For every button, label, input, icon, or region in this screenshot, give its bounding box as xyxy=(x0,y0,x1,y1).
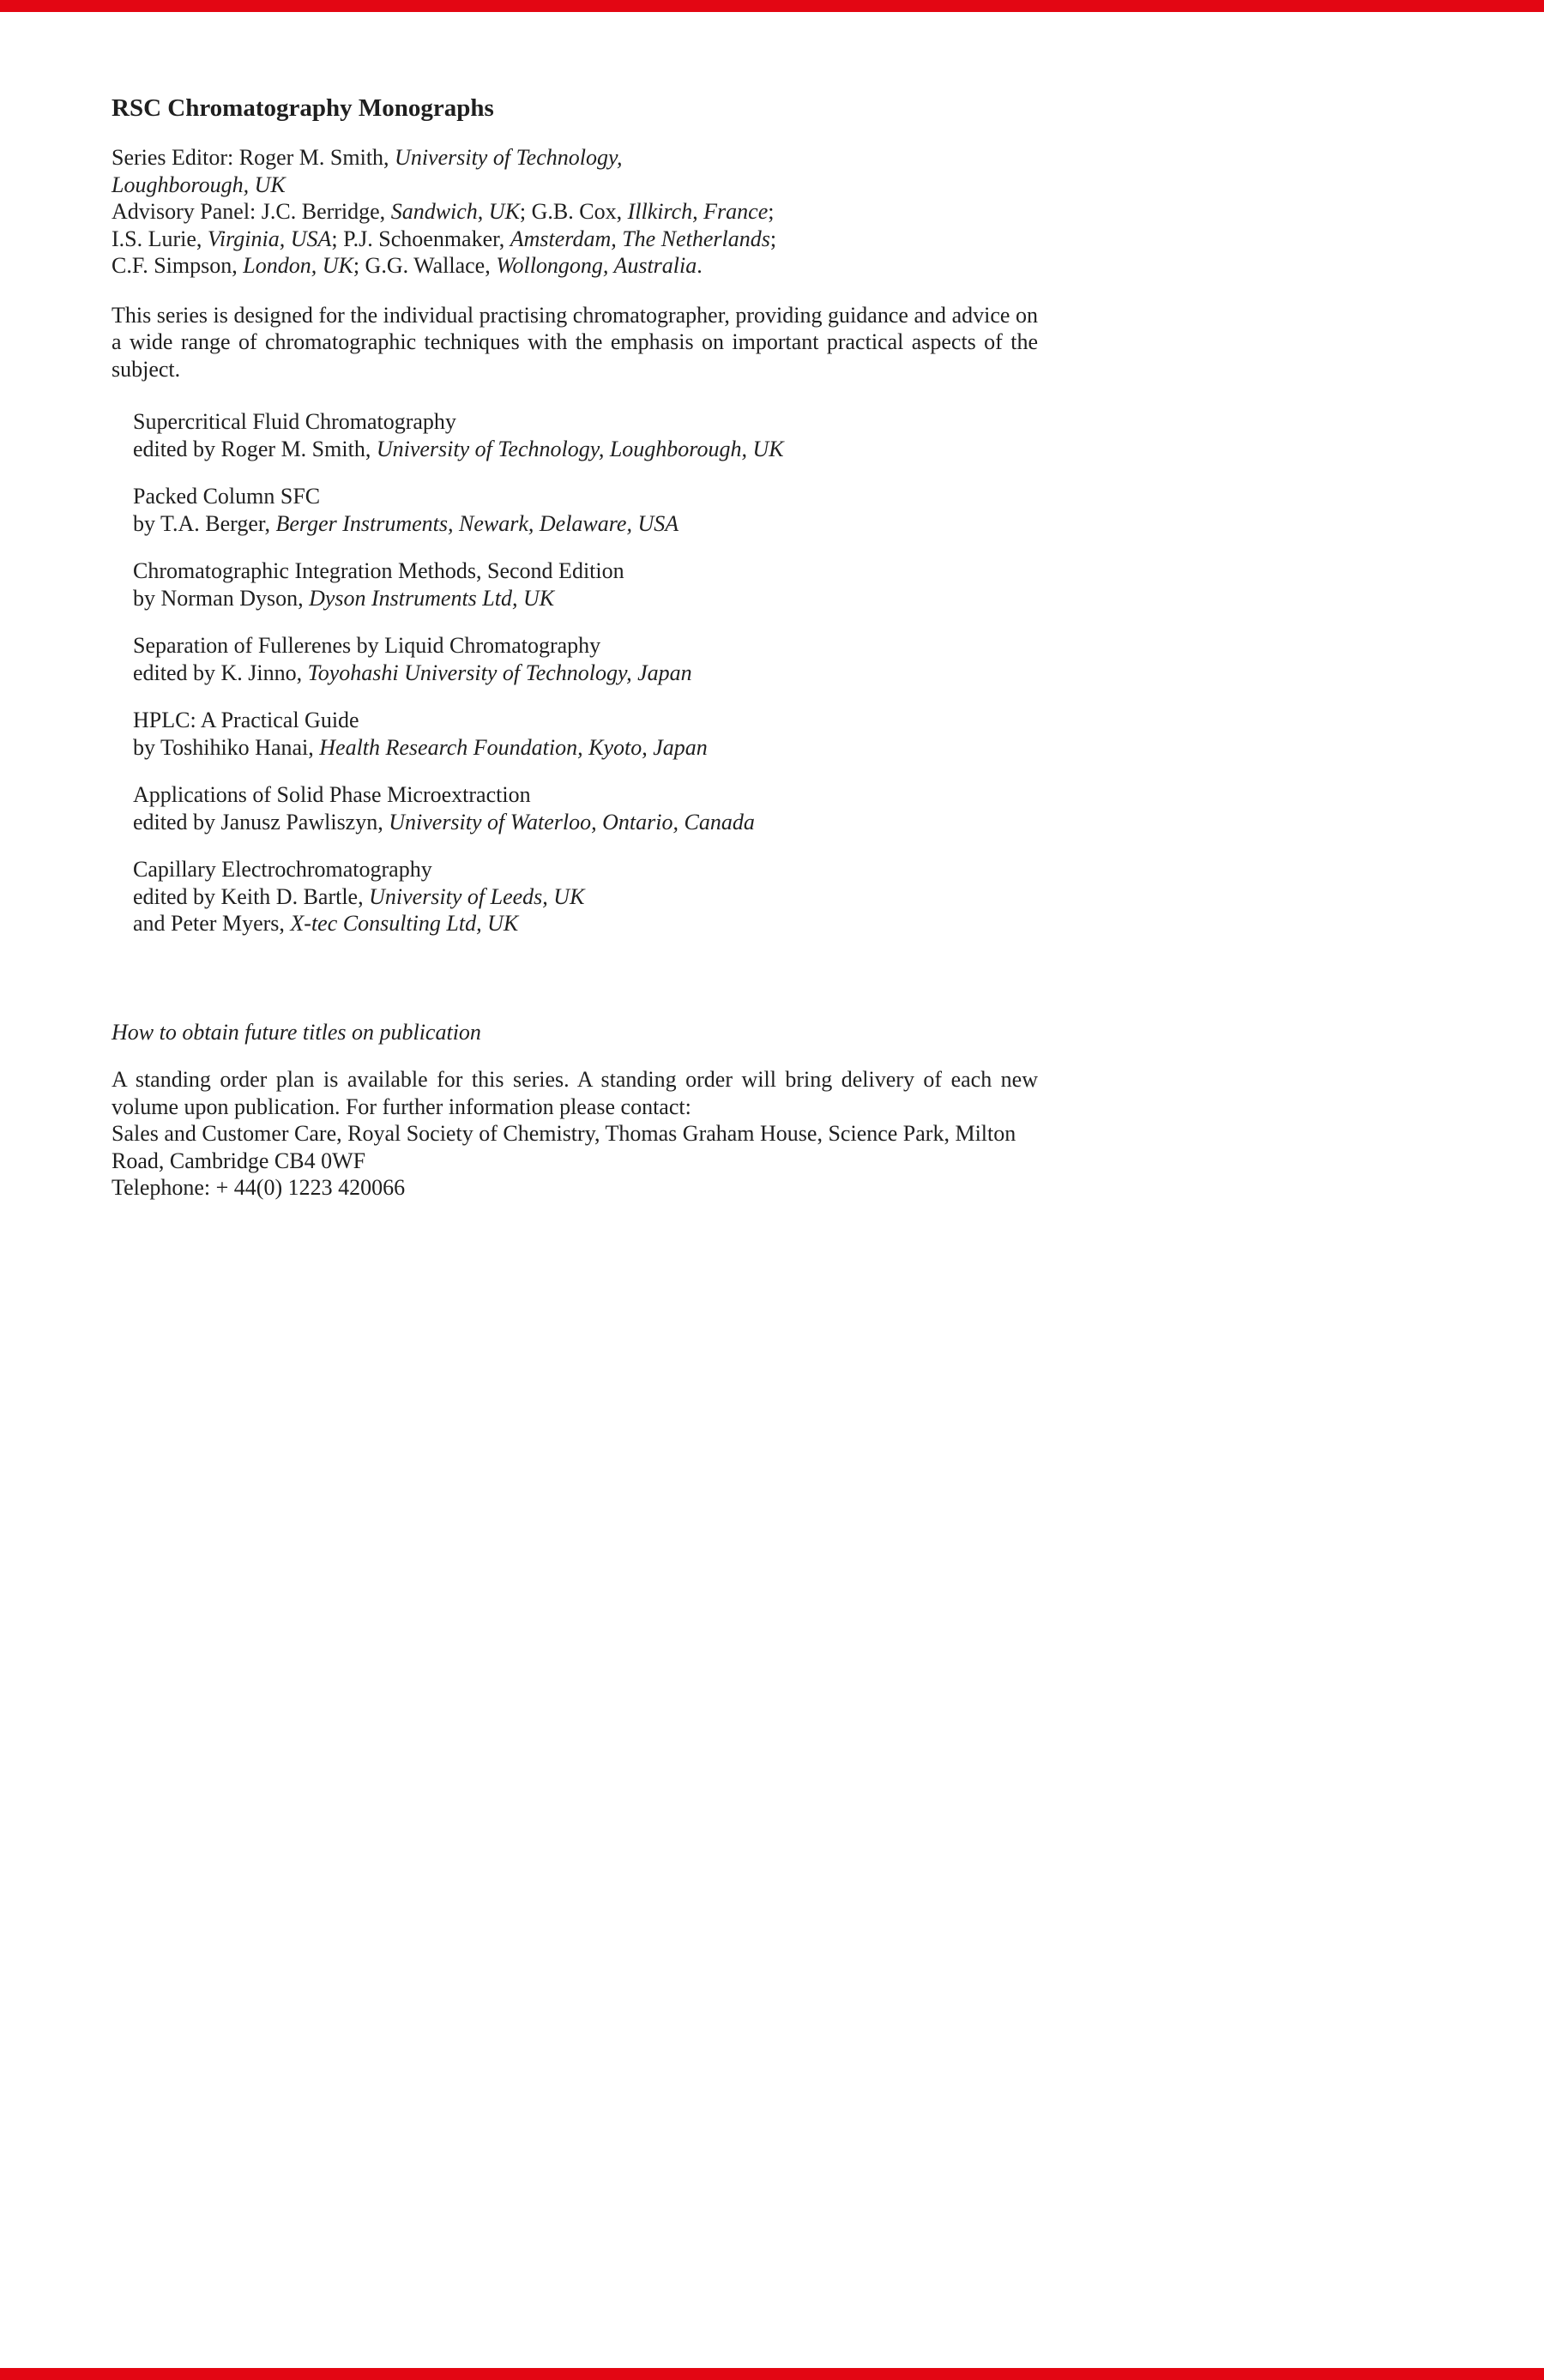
regular-text: ; P.J. Schoenmaker, xyxy=(331,226,510,251)
regular-text: Advisory Panel: J.C. Berridge, xyxy=(112,199,391,224)
regular-text: by Norman Dyson, xyxy=(133,585,310,611)
book-entry xyxy=(133,483,1038,537)
book-entry xyxy=(133,781,1038,835)
italic-text: University of Waterloo, Ontario, Canada xyxy=(389,809,755,835)
regular-text: edited by Keith D. Bartle, xyxy=(133,883,370,909)
advisory-panel-line-1 xyxy=(112,198,1038,226)
book-authors-continued xyxy=(133,910,1038,937)
italic-text: Virginia, USA xyxy=(207,226,332,251)
page-content xyxy=(112,93,1038,1202)
book-entry xyxy=(133,557,1038,612)
regular-text: I.S. Lurie, xyxy=(112,226,208,251)
editors-block xyxy=(112,144,1038,280)
regular-text: by T.A. Berger, xyxy=(133,510,276,536)
telephone-line: Telephone: + 44(0) 1223 420066 xyxy=(112,1175,406,1200)
bottom-edge-bar xyxy=(0,2368,1544,2380)
contact-address: Sales and Customer Care, Royal Society of Chemistry, Thomas Graham House, Science Park, Milton Road, Cambridge CB4 0WF xyxy=(112,1121,1016,1173)
book-authors xyxy=(133,585,1038,612)
book-authors xyxy=(133,809,1038,836)
book-authors xyxy=(133,510,1038,538)
italic-text: X-tec Consulting Ltd, UK xyxy=(290,911,519,936)
series-description: This series is designed for the individual practising chromatographer, providing guidance and advice on a wide range of chromatographic techniques with the emphasis on important practical aspects of the subject. xyxy=(112,302,1038,382)
series-title: RSC Chromatography Monographs xyxy=(112,94,494,122)
book-authors xyxy=(133,660,1038,687)
book-entry xyxy=(133,632,1038,686)
book-title: Applications of Solid Phase Microextraction xyxy=(133,782,531,807)
regular-text: edited by Roger M. Smith, xyxy=(133,436,377,461)
regular-text: by Toshihiko Hanai, xyxy=(133,734,320,760)
regular-text: ; G.G. Wallace, xyxy=(353,253,497,278)
italic-text: Amsterdam, The Netherlands xyxy=(510,226,770,251)
book-authors xyxy=(133,436,1038,463)
book-title: Separation of Fullerenes by Liquid Chromatography xyxy=(133,633,601,658)
standing-order-paragraph: A standing order plan is available for this series. A standing order will bring delivery of each new volume upon publication. For further information please contact: xyxy=(112,1067,1038,1119)
regular-text: edited by Janusz Pawliszyn, xyxy=(133,809,389,835)
standing-order-block xyxy=(112,1066,1038,1202)
advisory-panel-line-3 xyxy=(112,252,1038,280)
top-edge-bar xyxy=(0,0,1544,12)
regular-text: ; G.B. Cox, xyxy=(519,199,628,224)
italic-text: Wollongong, Australia xyxy=(496,253,697,278)
book-authors xyxy=(133,734,1038,762)
regular-text: edited by K. Jinno, xyxy=(133,660,308,685)
advisory-panel-line-2 xyxy=(112,226,1038,253)
book-title: Chromatographic Integration Methods, Second Edition xyxy=(133,558,624,583)
regular-text: and Peter Myers, xyxy=(133,911,291,936)
italic-text: Sandwich, UK xyxy=(390,199,520,224)
book-title: Capillary Electrochromatography xyxy=(133,857,432,882)
regular-text: C.F. Simpson, xyxy=(112,253,244,278)
regular-text: ; xyxy=(768,199,775,224)
book-title: HPLC: A Practical Guide xyxy=(133,708,359,732)
italic-text: Dyson Instruments Ltd, UK xyxy=(309,585,555,611)
italic-text: Toyohashi University of Technology, Japan xyxy=(307,660,692,685)
book-entry xyxy=(133,707,1038,761)
book-entry xyxy=(133,856,1038,937)
book-list xyxy=(133,408,1038,937)
italic-text: University of Leeds, UK xyxy=(369,883,585,909)
book-title: Supercritical Fluid Chromatography xyxy=(133,409,456,434)
regular-text: Series Editor: Roger M. Smith, xyxy=(112,145,395,170)
book-title: Packed Column SFC xyxy=(133,484,321,509)
italic-text: Illkirch, France xyxy=(627,199,769,224)
regular-text: . xyxy=(697,253,703,278)
italic-text: University of Technology, xyxy=(395,145,623,170)
series-editor-line-1 xyxy=(112,144,1038,172)
regular-text: ; xyxy=(769,226,777,251)
italic-text: Health Research Foundation, Kyoto, Japan xyxy=(319,734,708,760)
book-authors xyxy=(133,883,1038,911)
italic-text: London, UK xyxy=(243,253,353,278)
book-entry xyxy=(133,408,1038,462)
italic-text: Berger Instruments, Newark, Delaware, USA xyxy=(275,510,679,536)
italic-text: Loughborough, UK xyxy=(112,172,286,197)
how-to-obtain-heading: How to obtain future titles on publication xyxy=(112,1019,481,1045)
series-editor-line-2 xyxy=(112,172,1038,199)
italic-text: University of Technology, Loughborough, UK xyxy=(376,436,784,461)
